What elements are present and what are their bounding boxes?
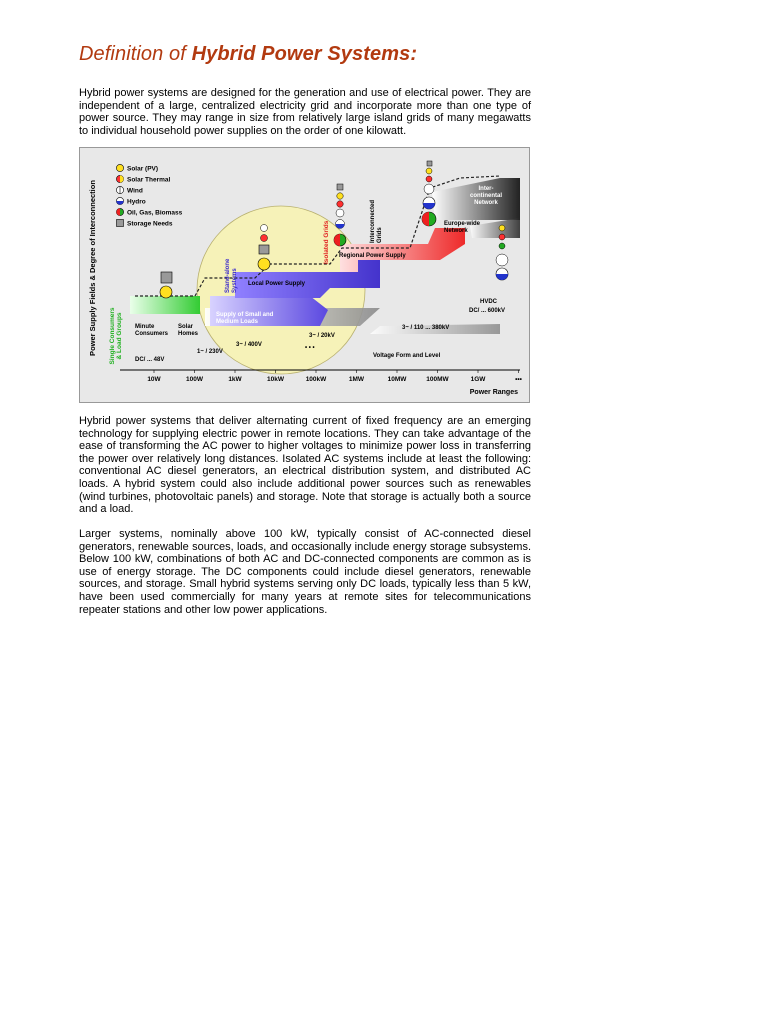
minute-consumers-label: Minute Consumers <box>135 324 169 337</box>
europe-wide-label: Europe-wide Network <box>444 221 481 234</box>
hvdc-label: HVDC <box>480 299 498 305</box>
v-380kv-label: 3~ / 110 ... 380kV <box>402 325 450 331</box>
solar-pv-icon <box>426 168 432 174</box>
solar-thermal-icon <box>499 234 505 240</box>
solar-pv-icon <box>116 164 123 171</box>
hybrid-power-diagram <box>79 147 530 403</box>
paragraph-intro: Hybrid power systems are designed for the generation and use of electrical power. They are independent of a large, centralized electricity grid and incorporate more than one type of power source. They may range in size from relatively large island grids of many megawatts to individual household power supplies on the order of one kilowatt. <box>79 87 531 137</box>
x-tick-label: 100MW <box>426 376 449 383</box>
storage-needs-icon <box>259 245 269 254</box>
legend-storage-needs <box>117 220 173 228</box>
title-prefix: Definition of <box>79 43 192 65</box>
legend-solar-pv <box>116 164 158 172</box>
v-400-label: 3~ / 400V <box>236 342 262 348</box>
solar-thermal-icon <box>261 235 268 242</box>
solar-pv-icon <box>499 225 505 231</box>
storage-needs-icon <box>161 272 172 283</box>
wind-icon <box>496 254 508 266</box>
v-230-label: 1~ / 230V <box>197 349 223 355</box>
paragraph-larger-systems: Larger systems, nominally above 100 kW, typically consist of AC-connected diesel generators, renewable sources, loads, and occasionally include energy storage subsystems. Below 100 kW, combinations of both AC and DC-connected components are common as is use of energy storage. The DC components could include diesel generators, renewable sources, and storage. Small hybrid systems serving only DC loads, typically less than 5 kW, have been used commercially for many years at remote sites for telecommunications repeater stations and other low power applications. <box>79 528 531 616</box>
solar-pv-icon <box>258 258 270 270</box>
storage-needs-icon <box>427 161 432 166</box>
regional-power-supply-label: Regional Power Supply <box>339 253 406 259</box>
legend-hydro <box>116 197 145 205</box>
supply-small-loads-label: Supply of Small and Medium Loads <box>216 312 274 325</box>
storage-needs-icon <box>337 184 343 190</box>
stand-alone-label: Stand-aloneSystems <box>225 258 238 293</box>
local-power-supply-label: Local Power Supply <box>248 281 306 287</box>
x-tick-label: 100W <box>186 376 203 383</box>
x-tick-label: 10kW <box>267 376 284 383</box>
dc-600kv-label: DC/ ... 600kV <box>469 308 506 314</box>
x-axis-label: Power Ranges <box>469 389 518 396</box>
voltage-form-label: Voltage Form and Level <box>373 353 441 359</box>
ellipsis-dots: • • • <box>305 345 315 351</box>
x-tick-label: 10MW <box>387 376 407 383</box>
solar-homes-label: Solar Homes <box>178 324 199 337</box>
legend-solar-thermal <box>116 175 170 183</box>
svg-text:Hydro: Hydro <box>127 198 146 206</box>
svg-text:& Load Groups: & Load Groups <box>116 312 123 360</box>
svg-text:Solar Thermal: Solar Thermal <box>127 176 171 184</box>
svg-text:Solar (PV): Solar (PV) <box>127 165 159 173</box>
page-title <box>79 43 417 66</box>
legend-oil-gas-biomass <box>116 208 182 216</box>
x-axis-ticks <box>147 370 522 383</box>
v-20kv-label: 3~ / 20kV <box>309 333 335 339</box>
interconnected-grids-label: InterconnectedGrids <box>370 199 383 243</box>
x-tick-label: ••• <box>515 376 522 383</box>
green-band <box>130 296 200 314</box>
intercontinental-label: Inter-continental Network <box>469 186 503 206</box>
wind-icon <box>424 184 434 194</box>
solar-pv-icon <box>337 193 343 199</box>
oil-gas-biomass-icon <box>499 243 505 249</box>
svg-text:Single Consumers: Single Consumers <box>109 307 116 365</box>
isolated-grids-label: Isolated Grids <box>323 220 330 264</box>
x-tick-label: 1GW <box>470 376 486 383</box>
solar-thermal-icon <box>337 201 343 207</box>
dark-band <box>432 178 520 220</box>
solar-thermal-icon <box>426 176 432 182</box>
wind-icon <box>261 225 268 232</box>
storage-needs-icon <box>117 220 124 227</box>
wind-icon <box>336 209 344 217</box>
legend <box>116 164 182 227</box>
legend-wind <box>116 186 142 194</box>
x-tick-label: 100kW <box>305 376 327 383</box>
svg-text:Wind: Wind <box>127 187 143 195</box>
svg-text:Oil, Gas, Biomass: Oil, Gas, Biomass <box>127 209 183 217</box>
title-emphasis: Hybrid Power Systems: <box>191 43 418 65</box>
y-axis-label: Power Supply Fields & Degree of Interconnection <box>88 180 97 356</box>
x-tick-label: 10W <box>147 376 161 383</box>
x-tick-label: 1MW <box>348 376 365 383</box>
dc-48v-label: DC/ ... 48V <box>135 357 165 363</box>
svg-text:Storage Needs: Storage Needs <box>127 220 173 228</box>
x-tick-label: 1kW <box>228 376 242 383</box>
single-consumers-label <box>109 307 123 364</box>
paragraph-ac-systems: Hybrid power systems that deliver alternating current of fixed frequency are an emerging technology for supplying electric power in remote locations. They can take advantage of the ease of transforming the AC power to higher voltages to minimize power loss in transferring the power over relatively long distances. Isolated AC systems include at least the following: conventional AC diesel generators, an electrical distribution system, and distributed AC loads. A hybrid system could also include additional power sources such as renewables (wind turbines, photovoltaic panels) and storage. Note that storage is actually both a source and a load. <box>79 415 531 516</box>
solar-pv-icon <box>160 286 172 298</box>
